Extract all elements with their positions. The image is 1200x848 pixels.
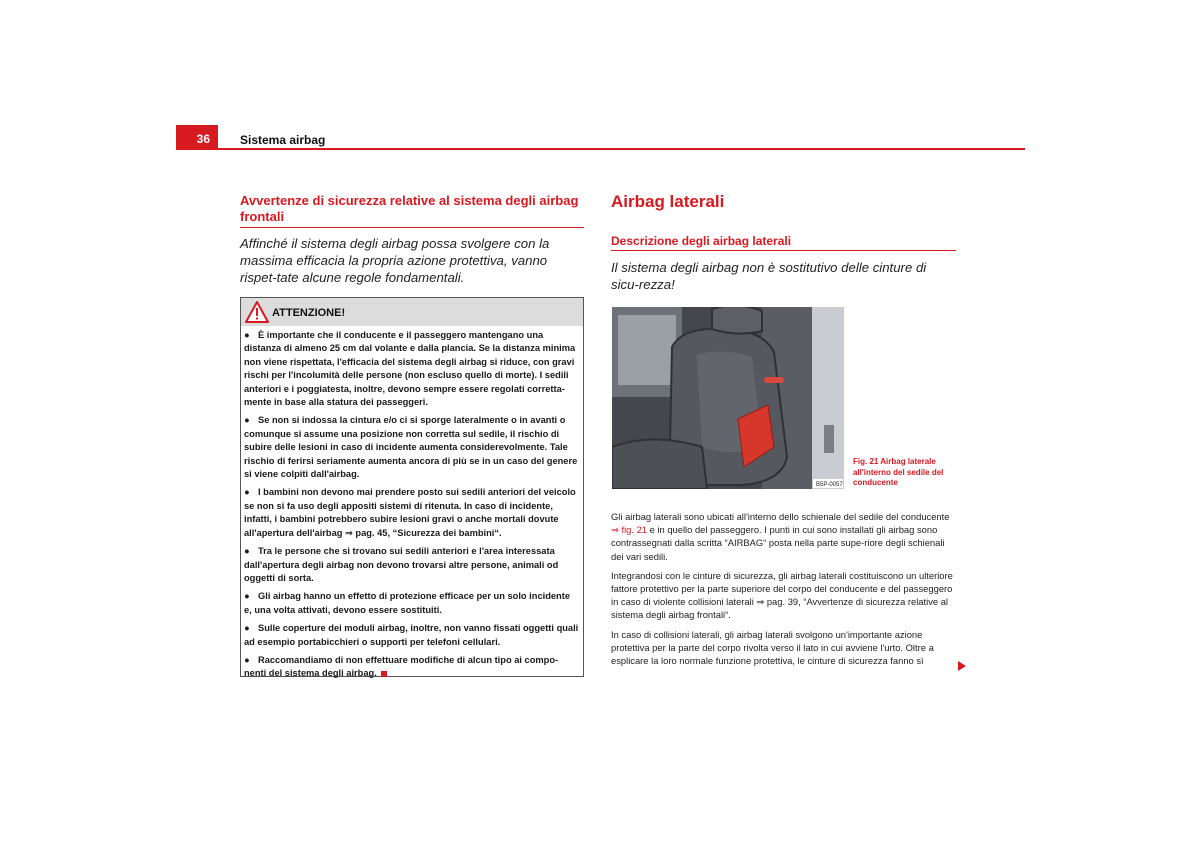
right-title: Airbag laterali [611, 192, 725, 211]
figure-seat-airbag [612, 307, 844, 489]
bullet-icon: ● [244, 654, 250, 665]
warning-item: ● Se non si indossa la cintura e/o ci si sporge lateralmente o in avanti o comunque si assume una posizione non corretta sul sedile, il rischio di subire delle lesioni in caso di incidente aumenta considerevolmente. Tale rischio di ferirsi seriamente aumenta ancora di più se in un caso del genere si viene colpiti dall'airbag. [244, 415, 578, 480]
paragraph: In caso di collisioni laterali, gli airbag laterali svolgono un'importante azione protettiva per la parte del corpo rivolta verso il lato in cui avviene l'urto. Oltre a esplicare la loro normale funzione protettiva, le cinture di sicurezza fanno sì [611, 628, 934, 667]
bullet-icon: ● [244, 415, 250, 426]
warning-list [244, 329, 580, 686]
continue-arrow-icon [958, 661, 966, 671]
bullet-icon: ● [244, 591, 250, 602]
right-intro: Il sistema degli airbag non è sostitutivo delle cinture di sicu-rezza! [611, 260, 927, 292]
bullet-icon: ● [244, 330, 250, 340]
page-number: 36 [176, 125, 218, 149]
warning-item: ● È importante che il conducente e il passeggero mantengano una distanza di almeno 25 cm dal volante e dalla plancia. Se la distanza minima non viene rispettata, l'efficacia del sistema degli airbag si riduce, con gravi rischi per l'incolumità delle persone (non escluso quello di morte). I sedili anteriori e i poggiatesta, inoltre, devono sempre essere regolati corretta-mente in base alla statura dei passeggeri. [244, 330, 576, 408]
bullet-icon: ● [244, 546, 250, 557]
end-of-section-icon [381, 671, 387, 677]
figure-caption: Fig. 21 Airbag laterale all'interno del sedile del conducente [853, 457, 944, 487]
left-heading: Avvertenze di sicurezza relative al sistema degli airbag frontali [240, 193, 579, 224]
warning-item: ● Sulle coperture dei moduli airbag, inoltre, non vanno fissati oggetti quali ad esempio portabicchieri o supporti per telefoni cellulari. [244, 623, 579, 647]
paragraph: Gli airbag laterali sono ubicati all'interno dello schienale del sedile del conducente ⇒ fig. 21 e in quello del passeggero. I punti in cui sono installati gli airbag sono contrassegnati dalla scritta “AIRBAG“ posta nella parte supe-riore degli schienali dei vari sedili. [611, 511, 950, 562]
left-heading-rule [240, 227, 584, 228]
bullet-icon: ● [244, 623, 250, 634]
bullet-icon: ● [244, 487, 250, 498]
right-subheading: Descrizione degli airbag laterali [611, 234, 792, 248]
right-subheading-rule [611, 250, 956, 251]
warning-item: ● Raccomandiamo di non effettuare modifiche di alcun tipo ai compo-nenti del sistema degli airbag. [244, 654, 559, 679]
figure-code: B5P-0057 [816, 482, 843, 488]
warning-item: ● Gli airbag hanno un effetto di protezione efficace per un solo incidente e, una volta attivati, devono essere sostituiti. [244, 591, 570, 615]
left-intro: Affinché il sistema degli airbag possa svolgere con la massima efficacia la propria azione protettiva, vanno rispet-tate alcune regole fondamentali. [240, 236, 550, 285]
warning-item: ● I bambini non devono mai prendere posto sui sedili anteriori del veicolo se non si fa uso degli appositi sistemi di ritenuta. In caso di incidente, infatti, i bambini potrebbero subire lesioni gravi o anche mortali dovute all'apertura dell'airbag ⇒ pag. 45, “Sicurezza dei bambini“. [244, 487, 576, 538]
warning-triangle-icon [245, 301, 269, 323]
paragraph: Integrandosi con le cinture di sicurezza, gli airbag laterali costituiscono un ulteriore fattore protettivo per la parte superiore del corpo del conducente e del passeggero in caso di violente collisioni laterali ⇒ pag. 39, “Avvertenze di sicurezza relative al sistema degli airbag frontali“. [611, 569, 953, 621]
figure-reference-link[interactable]: ⇒ fig. 21 [611, 524, 647, 536]
right-body [611, 510, 959, 673]
header-rule [176, 148, 1025, 150]
warning-title: ATTENZIONE! [272, 307, 346, 319]
warning-item: ● Tra le persone che si trovano sui sedili anteriori e l'area interessata dall'apertura degli airbag non devono trovarsi altre persone, animali od oggetti di sorta. [244, 546, 559, 583]
section-title: Sistema airbag [240, 133, 326, 147]
seat-illustration [612, 307, 844, 489]
